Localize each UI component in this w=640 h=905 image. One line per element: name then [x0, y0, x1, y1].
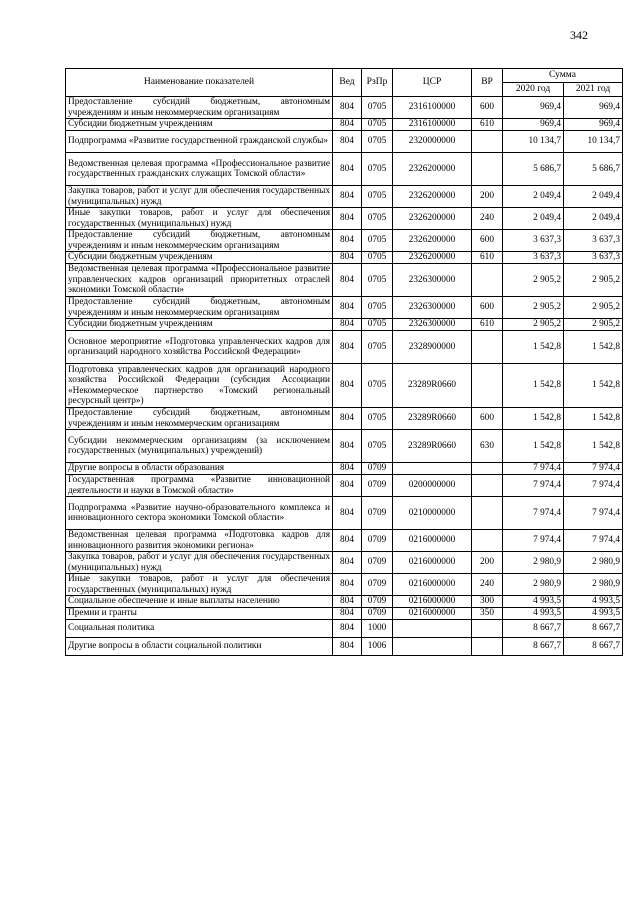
- row-sum-2020: 969,4: [503, 119, 564, 131]
- row-ved: 804: [333, 408, 362, 430]
- row-ved: 804: [333, 264, 362, 297]
- row-ved: 804: [333, 97, 362, 119]
- table-row: [66, 131, 623, 153]
- row-ved: 804: [333, 230, 362, 252]
- row-rzpr: 0709: [362, 596, 393, 608]
- table-row: [66, 208, 623, 230]
- row-vr: 600: [472, 297, 503, 319]
- row-sum-2021: 7 974,4: [564, 475, 623, 497]
- row-vr: [472, 131, 503, 153]
- row-vr: 300: [472, 596, 503, 608]
- table-row: [66, 620, 623, 638]
- row-rzpr: 0705: [362, 430, 393, 463]
- row-sum-2021: 2 980,9: [564, 574, 623, 596]
- table-row: [66, 497, 623, 530]
- row-csr: 23289R0660: [393, 364, 472, 408]
- row-name: Подпрограмма «Развитие государственной гражданской службы»: [66, 131, 333, 153]
- row-ved: 804: [333, 530, 362, 552]
- row-csr: 0216000000: [393, 608, 472, 620]
- row-vr: [472, 331, 503, 364]
- row-vr: [472, 475, 503, 497]
- row-name: Основное мероприятие «Подготовка управленческих кадров для организаций народного хозяйства Российской Федерации»: [66, 331, 333, 364]
- row-rzpr: 0705: [362, 119, 393, 131]
- row-name: Ведомственная целевая программа «Профессиональное развитие управленческих кадров организаций приоритетных отраслей экономики Томской области»: [66, 264, 333, 297]
- row-name: Предоставление субсидий бюджетным, автономным учреждениям и иным некоммерческим организациям: [66, 297, 333, 319]
- row-vr: 610: [472, 319, 503, 331]
- row-rzpr: 0705: [362, 331, 393, 364]
- table-row: [66, 530, 623, 552]
- row-csr: [393, 463, 472, 475]
- row-ved: 804: [333, 208, 362, 230]
- row-vr: 350: [472, 608, 503, 620]
- row-sum-2020: 2 905,2: [503, 264, 564, 297]
- row-sum-2020: 7 974,4: [503, 475, 564, 497]
- row-rzpr: 0709: [362, 463, 393, 475]
- row-sum-2020: 7 974,4: [503, 463, 564, 475]
- row-rzpr: 0709: [362, 552, 393, 574]
- row-sum-2020: 5 686,7: [503, 153, 564, 186]
- row-ved: 804: [333, 497, 362, 530]
- row-vr: 610: [472, 252, 503, 264]
- row-sum-2021: 2 049,4: [564, 186, 623, 208]
- row-rzpr: 0709: [362, 530, 393, 552]
- row-csr: 2326200000: [393, 153, 472, 186]
- row-csr: [393, 620, 472, 638]
- row-sum-2020: 1 542,8: [503, 430, 564, 463]
- table-row: [66, 608, 623, 620]
- row-ved: 804: [333, 319, 362, 331]
- row-rzpr: 0705: [362, 208, 393, 230]
- table-row: [66, 230, 623, 252]
- row-sum-2020: 7 974,4: [503, 530, 564, 552]
- table-row: [66, 319, 623, 331]
- row-sum-2021: 8 667,7: [564, 620, 623, 638]
- row-csr: 2326300000: [393, 319, 472, 331]
- row-name: Закупка товаров, работ и услуг для обеспечения государственных (муниципальных) нужд: [66, 552, 333, 574]
- row-sum-2020: 7 974,4: [503, 497, 564, 530]
- row-vr: [472, 497, 503, 530]
- row-ved: 804: [333, 638, 362, 656]
- row-sum-2020: 969,4: [503, 97, 564, 119]
- row-csr: 0216000000: [393, 596, 472, 608]
- row-sum-2021: 1 542,8: [564, 364, 623, 408]
- row-csr: 2328900000: [393, 331, 472, 364]
- row-ved: 804: [333, 574, 362, 596]
- row-csr: 2326300000: [393, 264, 472, 297]
- budget-table: [65, 68, 623, 656]
- row-rzpr: 0705: [362, 131, 393, 153]
- row-sum-2021: 8 667,7: [564, 638, 623, 656]
- row-sum-2021: 969,4: [564, 119, 623, 131]
- header-sum: Сумма: [503, 69, 623, 83]
- header-name: Наименование показателей: [66, 69, 333, 97]
- row-rzpr: 0705: [362, 364, 393, 408]
- row-ved: 804: [333, 131, 362, 153]
- row-sum-2020: 8 667,7: [503, 620, 564, 638]
- row-name: Другие вопросы в области образования: [66, 463, 333, 475]
- row-sum-2021: 969,4: [564, 97, 623, 119]
- table-row: [66, 475, 623, 497]
- row-csr: 2316100000: [393, 97, 472, 119]
- row-sum-2021: 10 134,7: [564, 131, 623, 153]
- row-csr: 23289R0660: [393, 408, 472, 430]
- row-sum-2020: 1 542,8: [503, 408, 564, 430]
- row-ved: 804: [333, 297, 362, 319]
- table-row: [66, 364, 623, 408]
- row-rzpr: 0705: [362, 97, 393, 119]
- row-vr: 600: [472, 97, 503, 119]
- row-csr: 0200000000: [393, 475, 472, 497]
- row-rzpr: 1000: [362, 620, 393, 638]
- row-csr: 2320000000: [393, 131, 472, 153]
- row-name: Субсидии бюджетным учреждениям: [66, 119, 333, 131]
- row-name: Субсидии некоммерческим организациям (за исключением государственных (муниципальных) учреждений): [66, 430, 333, 463]
- row-sum-2021: 4 993,5: [564, 596, 623, 608]
- row-sum-2020: 2 049,4: [503, 186, 564, 208]
- header-rzpr: РзПр: [362, 69, 393, 97]
- row-vr: 240: [472, 574, 503, 596]
- row-csr: 2326200000: [393, 252, 472, 264]
- row-sum-2020: 10 134,7: [503, 131, 564, 153]
- row-name: Закупка товаров, работ и услуг для обеспечения государственных (муниципальных) нужд: [66, 186, 333, 208]
- row-rzpr: 0705: [362, 252, 393, 264]
- row-name: Другие вопросы в области социальной политики: [66, 638, 333, 656]
- row-sum-2020: 1 542,8: [503, 331, 564, 364]
- row-csr: 2326200000: [393, 230, 472, 252]
- row-ved: 804: [333, 430, 362, 463]
- row-name: Предоставление субсидий бюджетным, автономным учреждениям и иным некоммерческим организациям: [66, 97, 333, 119]
- row-csr: 0216000000: [393, 574, 472, 596]
- row-rzpr: 0705: [362, 230, 393, 252]
- row-ved: 804: [333, 364, 362, 408]
- row-vr: [472, 463, 503, 475]
- row-sum-2020: 2 905,2: [503, 297, 564, 319]
- row-name: Государственная программа «Развитие инновационной деятельности и науки в Томской области»: [66, 475, 333, 497]
- row-name: Ведомственная целевая программа «Профессиональное развитие государственных гражданских служащих Томской области»: [66, 153, 333, 186]
- row-ved: 804: [333, 552, 362, 574]
- table-row: [66, 119, 623, 131]
- row-rzpr: 0709: [362, 574, 393, 596]
- table-row: [66, 463, 623, 475]
- row-csr: 0216000000: [393, 552, 472, 574]
- row-rzpr: 0705: [362, 153, 393, 186]
- header-year-2020: 2020 год: [503, 83, 564, 97]
- row-name: Социальное обеспечение и иные выплаты населению: [66, 596, 333, 608]
- table-row: [66, 408, 623, 430]
- row-csr: 0210000000: [393, 497, 472, 530]
- table-body: [66, 97, 623, 656]
- row-csr: [393, 638, 472, 656]
- row-vr: [472, 638, 503, 656]
- row-rzpr: 0709: [362, 497, 393, 530]
- row-ved: 804: [333, 186, 362, 208]
- row-name: Социальная политика: [66, 620, 333, 638]
- row-ved: 804: [333, 596, 362, 608]
- row-name: Субсидии бюджетным учреждениям: [66, 319, 333, 331]
- row-name: Иные закупки товаров, работ и услуг для обеспечения государственных (муниципальных) нужд: [66, 574, 333, 596]
- row-sum-2021: 3 637,3: [564, 230, 623, 252]
- row-sum-2021: 3 637,3: [564, 252, 623, 264]
- row-vr: 200: [472, 552, 503, 574]
- row-sum-2021: 2 980,9: [564, 552, 623, 574]
- row-name: Субсидии бюджетным учреждениям: [66, 252, 333, 264]
- row-csr: 2326200000: [393, 186, 472, 208]
- row-ved: 804: [333, 475, 362, 497]
- row-sum-2021: 5 686,7: [564, 153, 623, 186]
- table-row: [66, 430, 623, 463]
- row-csr: 23289R0660: [393, 430, 472, 463]
- row-sum-2021: 1 542,8: [564, 430, 623, 463]
- row-rzpr: 1006: [362, 638, 393, 656]
- row-name: Премии и гранты: [66, 608, 333, 620]
- row-sum-2020: 2 049,4: [503, 208, 564, 230]
- header-year-2021: 2021 год: [564, 83, 623, 97]
- row-sum-2021: 2 905,2: [564, 264, 623, 297]
- row-sum-2021: 1 542,8: [564, 408, 623, 430]
- row-ved: 804: [333, 153, 362, 186]
- row-rzpr: 0709: [362, 608, 393, 620]
- table-row: [66, 252, 623, 264]
- table-row: [66, 638, 623, 656]
- row-sum-2021: 7 974,4: [564, 463, 623, 475]
- row-name: Ведомственная целевая программа «Подготовка кадров для инновационного развития экономики региона»: [66, 530, 333, 552]
- row-ved: 804: [333, 620, 362, 638]
- row-ved: 804: [333, 119, 362, 131]
- row-vr: 600: [472, 230, 503, 252]
- row-rzpr: 0705: [362, 319, 393, 331]
- row-vr: 240: [472, 208, 503, 230]
- table-row: [66, 297, 623, 319]
- page-number: 342: [570, 28, 588, 42]
- header-ved: Вед: [333, 69, 362, 97]
- row-sum-2020: 4 993,5: [503, 596, 564, 608]
- row-rzpr: 0705: [362, 186, 393, 208]
- row-vr: [472, 620, 503, 638]
- header-vr: ВР: [472, 69, 503, 97]
- row-sum-2021: 2 905,2: [564, 297, 623, 319]
- row-sum-2021: 7 974,4: [564, 497, 623, 530]
- row-sum-2021: 4 993,5: [564, 608, 623, 620]
- row-sum-2020: 1 542,8: [503, 364, 564, 408]
- row-sum-2020: 4 993,5: [503, 608, 564, 620]
- row-sum-2020: 2 905,2: [503, 319, 564, 331]
- row-rzpr: 0705: [362, 408, 393, 430]
- table-row: [66, 574, 623, 596]
- row-sum-2020: 3 637,3: [503, 230, 564, 252]
- row-sum-2020: 2 980,9: [503, 574, 564, 596]
- row-sum-2021: 2 905,2: [564, 319, 623, 331]
- table-row: [66, 97, 623, 119]
- row-vr: 630: [472, 430, 503, 463]
- row-sum-2020: 2 980,9: [503, 552, 564, 574]
- row-rzpr: 0705: [362, 264, 393, 297]
- row-ved: 804: [333, 463, 362, 475]
- row-csr: 2316100000: [393, 119, 472, 131]
- table-row: [66, 186, 623, 208]
- row-vr: [472, 264, 503, 297]
- table-row: [66, 552, 623, 574]
- row-rzpr: 0709: [362, 475, 393, 497]
- row-ved: 804: [333, 608, 362, 620]
- table-row: [66, 596, 623, 608]
- row-csr: 0216000000: [393, 530, 472, 552]
- row-sum-2021: 1 542,8: [564, 331, 623, 364]
- table-row: [66, 264, 623, 297]
- row-csr: 2326300000: [393, 297, 472, 319]
- row-sum-2021: 2 049,4: [564, 208, 623, 230]
- row-name: Предоставление субсидий бюджетным, автономным учреждениям и иным некоммерческим организациям: [66, 408, 333, 430]
- row-name: Подготовка управленческих кадров для организаций народного хозяйства Российской Федерации (субсидия Ассоциации «Некоммерческое партнерство «Томский региональный ресурсный центр»): [66, 364, 333, 408]
- row-csr: 2326200000: [393, 208, 472, 230]
- row-ved: 804: [333, 331, 362, 364]
- row-name: Иные закупки товаров, работ и услуг для обеспечения государственных (муниципальных) нужд: [66, 208, 333, 230]
- table-row: [66, 153, 623, 186]
- header-csr: ЦСР: [393, 69, 472, 97]
- row-sum-2020: 8 667,7: [503, 638, 564, 656]
- table-row: [66, 331, 623, 364]
- row-vr: 610: [472, 119, 503, 131]
- row-name: Подпрограмма «Развитие научно-образовательного комплекса и инновационного сектора экономики Томской области»: [66, 497, 333, 530]
- row-vr: 600: [472, 408, 503, 430]
- row-rzpr: 0705: [362, 297, 393, 319]
- row-vr: [472, 153, 503, 186]
- row-vr: [472, 530, 503, 552]
- row-vr: 200: [472, 186, 503, 208]
- row-name: Предоставление субсидий бюджетным, автономным учреждениям и иным некоммерческим организациям: [66, 230, 333, 252]
- row-vr: [472, 364, 503, 408]
- row-ved: 804: [333, 252, 362, 264]
- row-sum-2020: 3 637,3: [503, 252, 564, 264]
- row-sum-2021: 7 974,4: [564, 530, 623, 552]
